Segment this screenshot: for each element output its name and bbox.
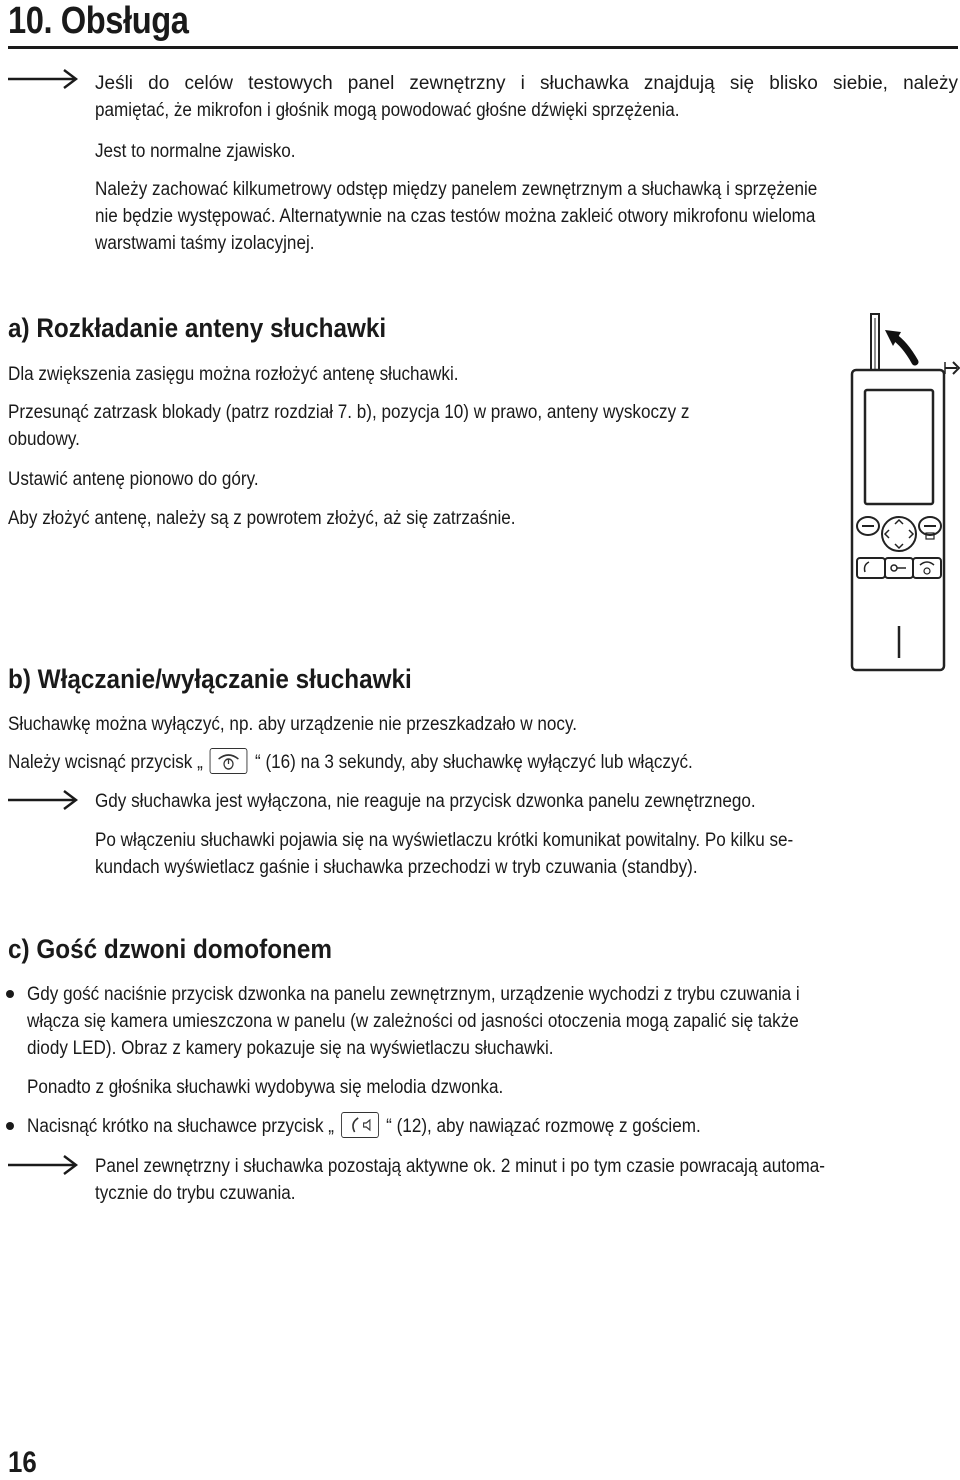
intro-line-2: pamiętać, że mikrofon i głośnik mogą powodować głośne dźwięki sprzężenia.: [95, 100, 680, 121]
section-a-heading: a) Rozkładanie anteny słuchawki: [8, 313, 387, 343]
section-b-p2: [8, 749, 693, 776]
bullet-point: [6, 990, 14, 998]
section-c-b2-before: Nacisnąć krótko na słuchawce przycisk „: [27, 1116, 334, 1137]
section-c-b1-line1: Gdy gość naciśnie przycisk dzwonka na panelu zewnętrznym, urządzenie wychodzi z trybu czuwania i: [27, 984, 800, 1005]
section-b-p2-before: Należy wcisnąć przycisk „: [8, 752, 203, 773]
section-c-b1-line4: Ponadto z głośnika słuchawki wydobywa się melodia dzwonka.: [27, 1077, 504, 1098]
phone-power-key-icon: [210, 748, 248, 774]
intro-line-1: Jeśli do celów testowych panel zewnętrzny i słuchawka znajdują się blisko siebie, należy: [95, 73, 958, 94]
intro-line-3: Jest to normalne zjawisko.: [95, 141, 296, 162]
intro-note: [95, 70, 958, 97]
section-b-heading: b) Włączanie/wyłączanie słuchawki: [8, 664, 412, 694]
page-number: 16: [8, 1446, 37, 1479]
section-b-note2-line1: Po włączeniu słuchawki pojawia się na wyświetlaczu krótki komunikat powitalny. Po kilku se-: [95, 830, 794, 851]
handset-illustration: [845, 310, 960, 690]
section-c-b2-after: “ (12), aby nawiązać rozmowę z gościem.: [386, 1116, 701, 1137]
section-c-b1-line2: włącza się kamera umieszczona w panelu (w zależności od jasności otoczenia mogą zapalić się także: [27, 1011, 799, 1032]
section-c-note-line1: Panel zewnętrzny i słuchawka pozostają aktywne ok. 2 minut i po tym czasie powracają automa-: [95, 1156, 825, 1177]
long-right-arrow-icon: [8, 789, 80, 811]
long-right-arrow-icon: [8, 1154, 80, 1176]
section-a-p4: Aby złożyć antenę, należy są z powrotem złożyć, aż się zatrzaśnie.: [8, 508, 516, 529]
section-c-b2: [27, 1113, 701, 1140]
section-b-p2-after: “ (16) na 3 sekundy, aby słuchawkę wyłączyć lub włączyć.: [254, 752, 693, 773]
section-b-note2-line2: kundach wyświetlacz gaśnie i słuchawka przechodzi w tryb czuwania (standby).: [95, 857, 698, 878]
section-a-p1: Dla zwiększenia zasięgu można rozłożyć antenę słuchawki.: [8, 364, 459, 385]
section-c-heading: c) Gość dzwoni domofonem: [8, 934, 333, 964]
long-right-arrow-icon: [8, 68, 80, 90]
section-b-note1: Gdy słuchawka jest wyłączona, nie reaguje na przycisk dzwonka panelu zewnętrznego.: [95, 791, 756, 812]
section-c-b1-line3: diody LED). Obraz z kamery pokazuje się na wyświetlaczu słuchawki.: [27, 1038, 554, 1059]
section-a-p2-line2: obudowy.: [8, 429, 80, 450]
page-title: 10. Obsługa: [8, 0, 189, 42]
bullet-point: [6, 1122, 14, 1130]
intro-line-4: Należy zachować kilkumetrowy odstęp między panelem zewnętrznym a słuchawką i sprzężenie: [95, 179, 818, 200]
title-divider: [8, 46, 958, 49]
section-c-note-line2: tycznie do trybu czuwania.: [95, 1183, 296, 1204]
section-b-p1: Słuchawkę można wyłączyć, np. aby urządzenie nie przeszkadzało w nocy.: [8, 714, 578, 735]
section-a-p2-line1: Przesunąć zatrzask blokady (patrz rozdział 7. b), pozycja 10) w prawo, anteny wyskoczy z: [8, 402, 690, 423]
section-a-p3: Ustawić antenę pionowo do góry.: [8, 469, 259, 490]
phone-talk-key-icon: [341, 1112, 379, 1138]
intro-line-6: warstwami taśmy izolacyjnej.: [95, 233, 315, 254]
intro-line-5: nie będzie występować. Alternatywnie na czas testów można zakleić otwory mikrofonu wieloma: [95, 206, 816, 227]
